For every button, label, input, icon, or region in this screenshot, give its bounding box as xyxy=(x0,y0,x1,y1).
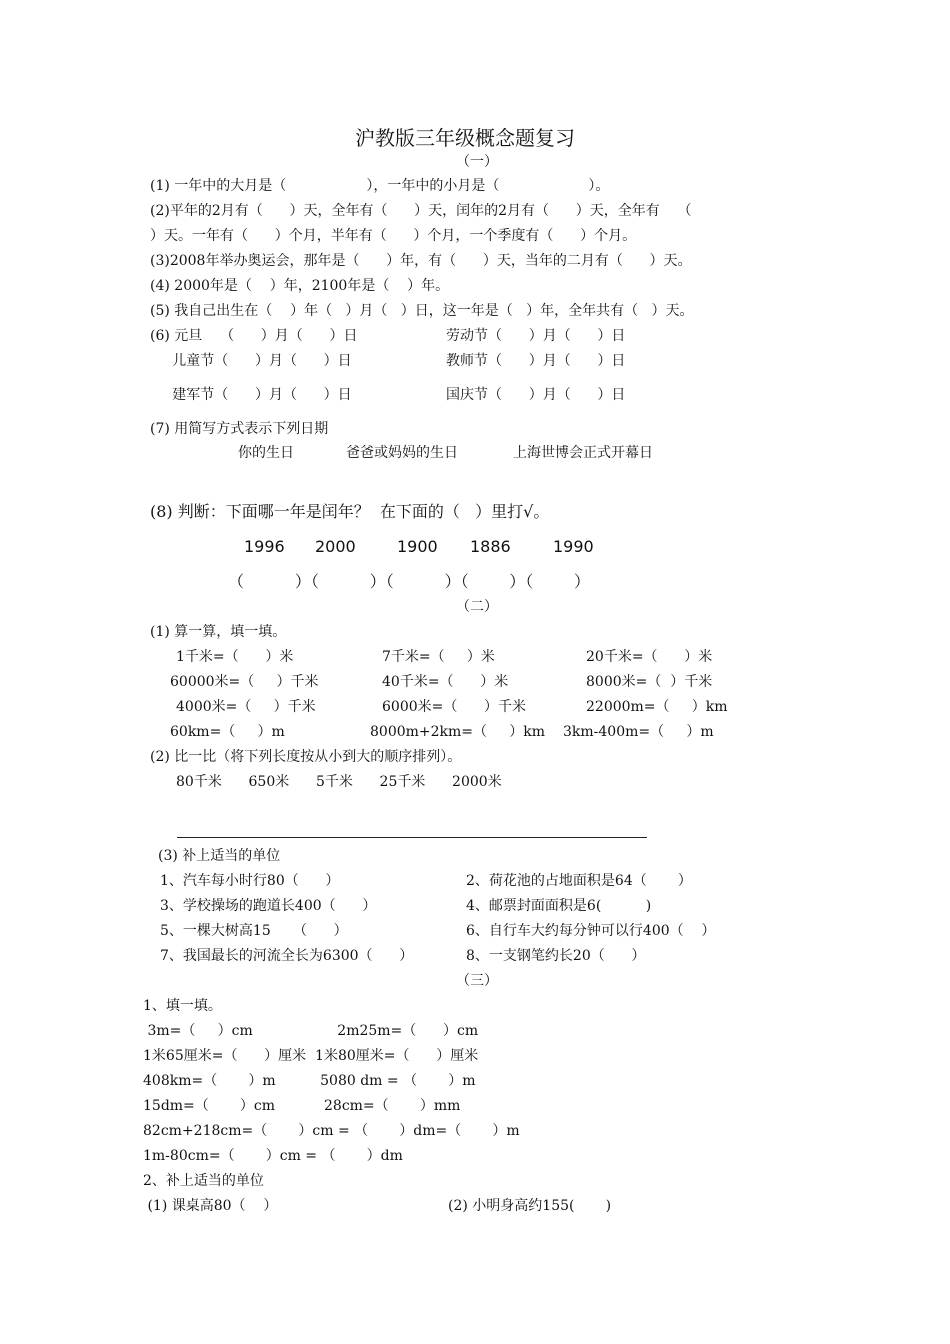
date-item-expo: 上海世博会正式开幕日 xyxy=(513,445,653,461)
section-heading-1: （一） xyxy=(456,154,498,170)
question-2-line-1: (2)平年的2月有（ ）天，全年有（ ）天，闰年的2月有（ ）天，全年有 （ xyxy=(150,203,692,219)
sec3-line-5: 82cm+218cm=（ ）cm = （ ）dm=（ ）m xyxy=(143,1123,520,1139)
holiday-row-3-left: 建军节（ ）月（ ）日 xyxy=(150,387,352,403)
conversion-4-1: 60km=（ ）m xyxy=(170,724,285,740)
question-5: (5) 我自己出生在（ ）年（ ）月（ ）日，这一年是（ ）年，全年共有（ ）天。 xyxy=(150,303,694,319)
conversion-1-3: 20千米=（ ）米 xyxy=(586,649,713,665)
sec2-question-2: (2) 比一比（将下列长度按从小到大的顺序排列）。 xyxy=(150,749,462,765)
conversion-4-2: 8000m+2km=（ ）km xyxy=(370,724,546,740)
sec3-task-1: 1、填一填。 xyxy=(143,998,222,1014)
unit-item-5: 5、一棵大树高15 （ ） xyxy=(160,923,348,939)
holiday-row-2-left: 儿童节（ ）月（ ）日 xyxy=(150,353,352,369)
date-item-parent: 爸爸或妈妈的生日 xyxy=(346,445,458,461)
conversion-2-1: 60000米=（ ）千米 xyxy=(170,674,319,690)
divider-line xyxy=(177,837,647,838)
sec3-last-left: (1) 课桌高80（ ） xyxy=(143,1198,278,1214)
question-4: (4) 2000年是（ ）年，2100年是（ ）年。 xyxy=(150,278,450,294)
sec3-line-1: 3m=（ ）cm 2m25m=（ ）cm xyxy=(143,1023,479,1039)
sec3-task-2: 2、补上适当的单位 xyxy=(143,1173,264,1189)
sec2-question-3: (3) 补上适当的单位 xyxy=(158,848,281,864)
holiday-row-1-left: (6) 元旦 （ ）月（ ）日 xyxy=(150,328,358,344)
question-8: (8) 判断：下面哪一年是闰年？ 在下面的（ ）里打√。 xyxy=(150,502,550,521)
conversion-1-1: 1千米=（ ）米 xyxy=(176,649,294,665)
compare-lengths: 80千米 650米 5千米 25千米 2000米 xyxy=(176,774,502,790)
section-heading-3: （三） xyxy=(456,973,498,989)
holiday-row-2-right: 教师节（ ）月（ ）日 xyxy=(446,353,626,369)
holiday-row-3-right: 国庆节（ ）月（ ）日 xyxy=(446,387,626,403)
sec3-last-right: (2) 小明身高约155( ) xyxy=(448,1198,612,1214)
year-1996: 1996 xyxy=(244,537,285,556)
year-2000: 2000 xyxy=(315,537,356,556)
sec3-line-2: 1米65厘米=（ ）厘米 1米80厘米=（ ）厘米 xyxy=(143,1048,479,1064)
unit-item-3: 3、学校操场的跑道长400（ ） xyxy=(160,898,377,914)
page-title: 沪教版三年级概念题复习 xyxy=(355,126,575,150)
year-1990: 1990 xyxy=(553,537,594,556)
conversion-3-3: 22000m=（ ）km xyxy=(586,699,728,715)
question-7: (7) 用简写方式表示下列日期 xyxy=(150,421,329,437)
question-3: (3)2008年举办奥运会，那年是（ ）年，有（ ）天，当年的二月有（ ）天。 xyxy=(150,253,692,269)
sec3-line-6: 1m-80cm=（ ）cm = （ ）dm xyxy=(143,1148,403,1164)
conversion-2-2: 40千米=（ ）米 xyxy=(382,674,509,690)
unit-item-7: 7、我国最长的河流全长为6300（ ） xyxy=(160,948,414,964)
sec3-line-3: 408km=（ ）m 5080 dm = （ ）m xyxy=(143,1073,476,1089)
unit-item-2: 2、荷花池的占地面积是64（ ） xyxy=(466,873,692,889)
unit-item-1: 1、汽车每小时行80（ ） xyxy=(160,873,340,889)
unit-item-6: 6、自行车大约每分钟可以行400（ ） xyxy=(466,923,716,939)
year-1886: 1886 xyxy=(470,537,511,556)
question-1: (1) 一年中的大月是（ ），一年中的小月是（ ）。 xyxy=(150,178,610,194)
date-item-birthday: 你的生日 xyxy=(238,445,294,461)
year-1900: 1900 xyxy=(397,537,438,556)
sec2-question-1: (1) 算一算，填一填。 xyxy=(150,624,287,640)
conversion-3-1: 4000米=（ ）千米 xyxy=(176,699,316,715)
unit-item-4: 4、邮票封面面积是6( ) xyxy=(466,898,652,914)
question-2-line-2: ）天。一年有（ ）个月，半年有（ ）个月，一个季度有（ ）个月。 xyxy=(150,228,637,244)
conversion-2-3: 8000米=（ ）千米 xyxy=(586,674,713,690)
conversion-1-2: 7千米=（ ）米 xyxy=(382,649,495,665)
sec3-line-4: 15dm=（ ）cm 28cm=（ ）mm xyxy=(143,1098,461,1114)
conversion-4-3: 3km-400m=（ ）m xyxy=(563,724,714,740)
conversion-3-2: 6000米=（ ）千米 xyxy=(382,699,527,715)
holiday-row-1-right: 劳动节（ ）月（ ）日 xyxy=(446,328,626,344)
section-heading-2: （二） xyxy=(456,599,498,615)
unit-item-8: 8、一支钢笔约长20（ ） xyxy=(466,948,646,964)
answer-brackets: （ ）（ ）（ ）（ ）（ ） xyxy=(228,572,590,591)
